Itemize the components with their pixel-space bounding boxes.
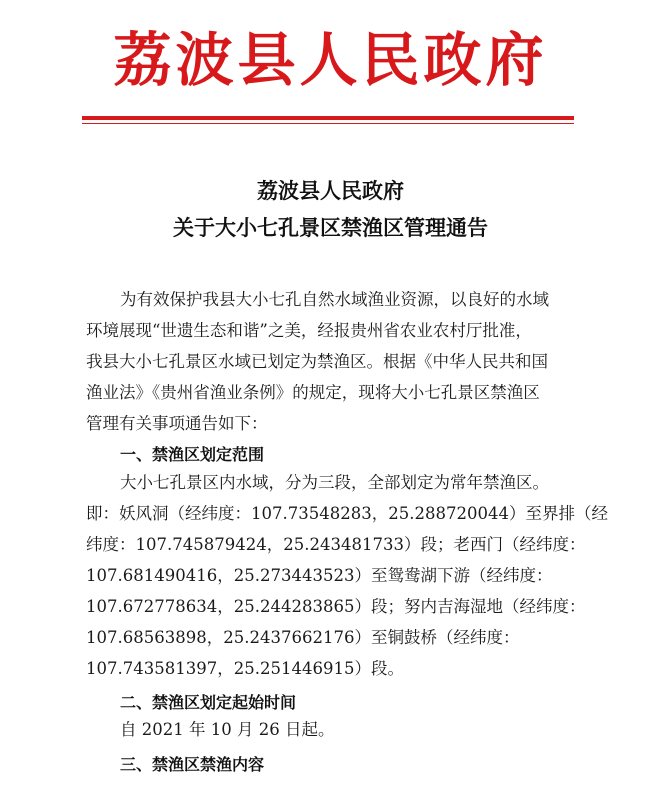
masthead-rule-thick: [82, 116, 574, 120]
section-1-line: 纬度：107.745879424，25.243481733）段；老西门（经纬度：: [86, 535, 586, 554]
section-2-heading: 二、禁渔区划定起始时间: [120, 693, 297, 712]
section-3-heading: 三、禁渔区禁渔内容: [120, 755, 265, 774]
section-2-paragraph: [86, 714, 586, 745]
section-1-line: 大小七孔景区内水域，分为三段，全部划定为常年禁渔区。: [120, 473, 549, 492]
section-1-heading: 一、禁渔区划定范围: [120, 445, 265, 464]
intro-line: 管理有关事项通告如下：: [86, 414, 268, 433]
section-1-paragraph: [86, 467, 608, 684]
section-1-line: 107.68563898，25.2437662176）至铜鼓桥（经纬度：: [86, 628, 520, 647]
section-1-line: 107.743581397，25.251446915）段。: [86, 659, 404, 678]
masthead-title: 荔波县人民政府: [113, 26, 548, 94]
intro-line: 我县大小七孔景区水域已划定为禁渔区。根据《中华人民共和国: [86, 352, 548, 371]
section-1-line: 107.681490416，25.273443523）至鸳鸯湖下游（经纬度：: [86, 566, 553, 585]
section-2-line: 自 2021 年 10 月 26 日起。: [120, 720, 335, 739]
intro-paragraph: [86, 284, 586, 439]
intro-line: 为有效保护我县大小七孔自然水域渔业资源，以良好的水域: [120, 290, 549, 309]
masthead-rule-thin: [82, 123, 574, 124]
intro-line: 渔业法》《贵州省渔业条例》的规定，现将大小七孔景区禁渔区: [86, 383, 540, 402]
section-1-line: 即：妖风洞（经纬度：107.73548283，25.288720044）至界排（经: [86, 504, 608, 523]
notice-title-line-2: 关于大小七孔景区禁渔区管理通告: [173, 215, 488, 240]
intro-line: 环境展现“世遗生态和谐”之美，经报贵州省农业农村厅批准，: [86, 321, 532, 340]
notice-title-line-1: 荔波县人民政府: [257, 178, 404, 203]
section-1-line: 107.672778634，25.244283865）段；努内吉海湿地（经纬度：: [86, 597, 586, 616]
